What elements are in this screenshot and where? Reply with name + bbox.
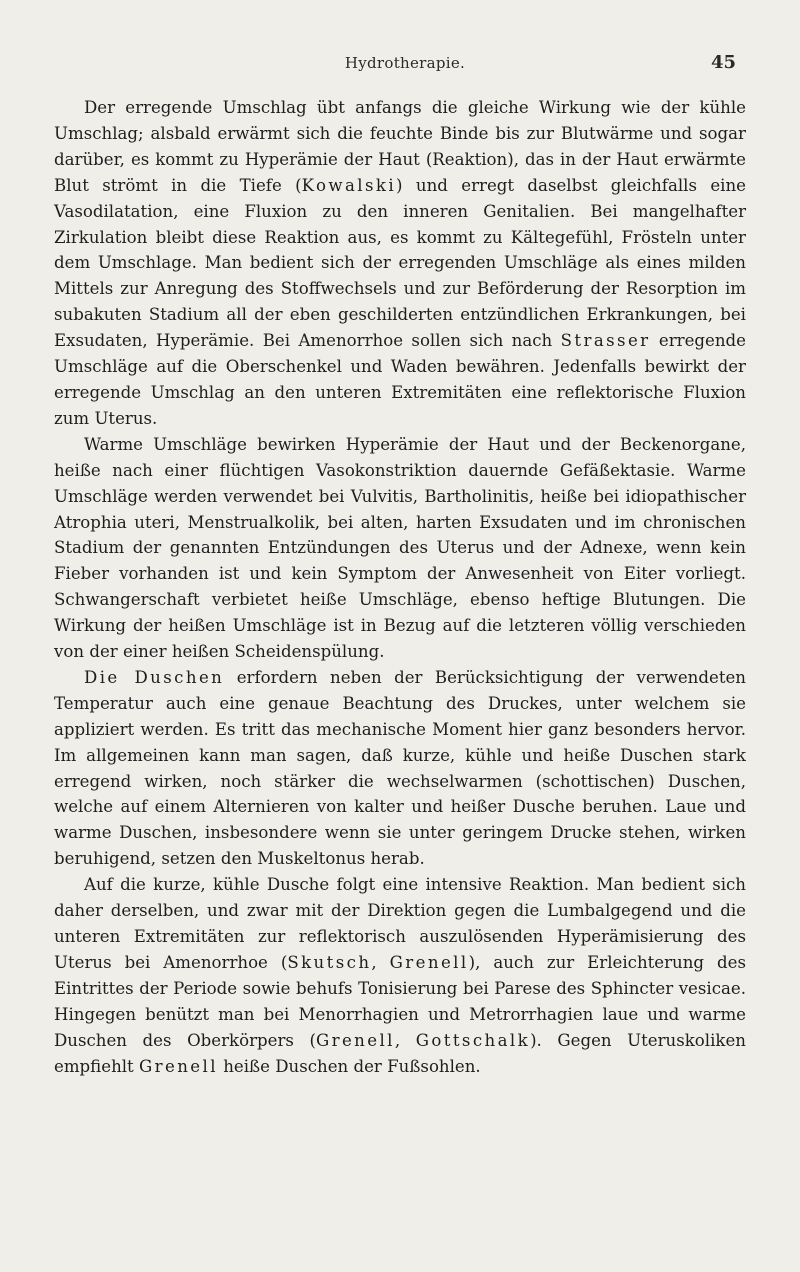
text-segment: erregende Umschläge auf die Oberschenkel und Waden bewähren. Jedenfalls bewirkt der erregende Umschlag an den unteren Extremitäten eine reflektorische Fluxion zum Uterus. bbox=[54, 331, 747, 428]
section-term: Die Duschen bbox=[84, 667, 225, 687]
text-segment: Warme Umschläge bewirken Hyperämie der Haut und der Beckenorgane, heiße nach einer flüchtigen Vasokonstriktion dauernde Gefäßektasie. Warme Umschläge werden verwendet bei Vulvitis, Bartholinitis, heiße bei idiopathischer Atrophia uteri, Menstrualkolik, bei alten, harten Exsudaten und im chronischen Stadium der genannten Entzündungen des Uterus und der Adnexe, wenn kein Fieber vorhanden ist und kein Symptom der Anwesenheit von Eiter vorliegt. Schwangerschaft verbietet heiße Umschläge, ebenso heftige Blutungen. Die Wirkung der heißen Umschläge ist in Bezug auf die letzteren völlig verschieden von der einer heißen Scheidenspülung. bbox=[54, 434, 746, 662]
author-name: Grenell bbox=[315, 1030, 395, 1050]
text-segment: Auf die kurze, kühle Dusche folgt eine intensive Reaktion. Man bedient sich daher derselben, und zwar mit der Direktion gegen die Lumbalgegend und die unteren Extremitäten zur reflektorisch auszulösenden Hyperämisierung des Uterus bei Amenorrhoe ( bbox=[54, 875, 746, 972]
paragraph-erregender-umschlag bbox=[54, 95, 746, 432]
author-name: Grenell bbox=[139, 1056, 218, 1076]
text-segment: , bbox=[394, 1030, 416, 1050]
author-name: Kowalski bbox=[301, 175, 397, 195]
paragraph-duschen bbox=[54, 665, 746, 872]
body-text bbox=[54, 95, 746, 1079]
author-name: Grenell bbox=[389, 952, 469, 972]
text-segment: Der erregende Umschlag übt anfangs die gleiche Wirkung wie der kühle Umschlag; alsbald erwärmt sich die feuchte Binde bis zur Blutwärme und sogar darüber, es kommt zu Hyperämie der Haut (Reaktion), das in der Haut erwärmte Blut strömt in die Tiefe ( bbox=[54, 98, 746, 195]
author-name: Strasser bbox=[560, 331, 651, 351]
text-segment: ) und erregt daselbst gleichfalls eine Vasodilatation, eine Fluxion zu den inneren Genitalien. Bei mangelhafter Zirkulation bleibt diese Reaktion aus, es kommt zu Kältegefühl, Frösteln unter dem Umschlage. Man bedient sich der erregenden Umschläge als eines milden Mittels zur Anregung des Stoffwechsels und zur Beförderung der Resorption im subakuten Stadium all der eben geschilderten entzündlichen Erkrankungen, bei Exsudaten, Hyperämie. Bei Amenorrhoe sollen sich nach bbox=[54, 175, 746, 351]
text-segment: ). Gegen Uteruskoliken empfiehlt bbox=[54, 1030, 746, 1076]
text-segment: ), auch zur Erleichterung des Eintrittes der Periode sowie behufs Tonisierung bei Parese des Sphincter vesicae. Hingegen benützt man bei Menorrhagien und Metrorrhagien laue und warme Duschen des Oberkörpers ( bbox=[54, 952, 746, 1050]
text-segment: , bbox=[371, 952, 390, 972]
paragraph-kuehle-dusche bbox=[54, 872, 746, 1079]
author-name: Skutsch bbox=[287, 952, 372, 972]
running-title: Hydrotherapie. bbox=[344, 54, 466, 72]
page-header bbox=[40, 52, 770, 82]
author-name: Gottschalk bbox=[415, 1030, 531, 1050]
paragraph-warme-umschlaege bbox=[54, 432, 746, 665]
page-number: 45 bbox=[710, 52, 736, 73]
text-segment: heiße Duschen der Fußsohlen. bbox=[217, 1056, 481, 1076]
text-segment: erfordern neben der Berücksichtigung der verwendeten Temperatur auch eine genaue Beachtung des Druckes, unter welchem sie appliziert werden. Es tritt das mechanische Moment hier ganz besonders hervor. Im allgemeinen kann man sagen, daß kurze, kühle und heiße Duschen stark erregend wirken, noch stärker die wechselwarmen (schottischen) Duschen, welche auf einem Alternieren von kalter und heißer Dusche beruhen. Laue und warme Duschen, insbesondere wenn sie unter geringem Drucke stehen, wirken beruhigend, setzen den Muskeltonus herab. bbox=[54, 667, 746, 869]
